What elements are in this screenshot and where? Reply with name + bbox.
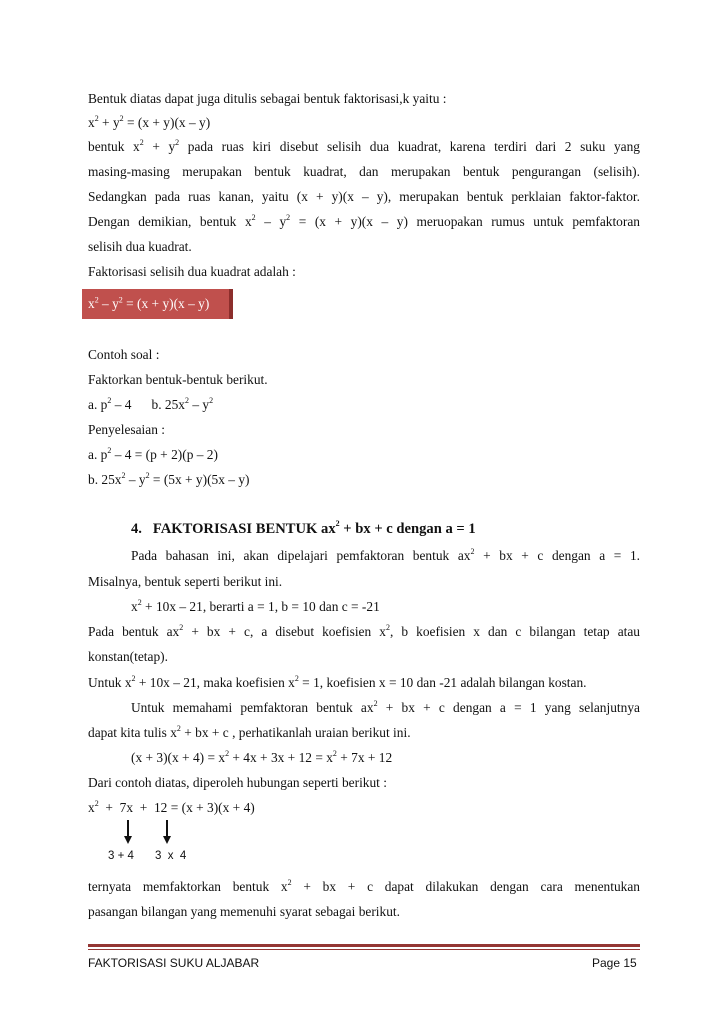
solution-title: Penyelesaian : bbox=[88, 422, 165, 437]
paragraph-line: Faktorisasi selisih dua kuadrat adalah : bbox=[88, 264, 296, 279]
paragraph-line: Dengan demikian, bentuk $x^2 - y^2 = (x + y)(x - y)$ meruopakan rumus untuk pemfaktoran bbox=[88, 212, 640, 229]
sum-label: 3 + 4 bbox=[108, 850, 134, 862]
product-label: 3 x 4 bbox=[155, 850, 187, 862]
paragraph-line: Pada bahasan ini, akan dipelajari pemfaktoran bentuk $ax^2$ + bx + c dengan a = 1. bbox=[131, 546, 640, 563]
formula-line: $x^2 + 7x + 12 = (x + 3)(x + 4)$ bbox=[88, 798, 255, 815]
page-number: Page 15 bbox=[592, 956, 637, 970]
paragraph-line: Pada bentuk $ax^2$ + bx + c, a disebut koefisien $x^2$, b koefisien x dan c bilangan tetap atau bbox=[88, 622, 640, 639]
solution-a: a. $p^2 - 4 = (p + 2)(p - 2)$ bbox=[88, 445, 218, 462]
section-heading: 4. FAKTORISASI BENTUK $ax^2$ + bx + c dengan a = 1 bbox=[131, 519, 476, 537]
example-instruction: Faktorkan bentuk-bentuk berikut. bbox=[88, 372, 268, 387]
footer-rule bbox=[88, 944, 640, 947]
paragraph-line: dapat kita tulis $x^2$ + bx + c , perhatikanlah uraian berikut ini. bbox=[88, 723, 411, 740]
paragraph-line: Sedangkan pada ruas kanan, yaitu (x + y)(x – y), merupakan bentuk perklaian faktor-faktor. bbox=[88, 189, 640, 204]
line-intro: Bentuk diatas dapat juga ditulis sebagai bentuk faktorisasi,k yaitu : bbox=[88, 91, 447, 106]
paragraph-line: Dari contoh diatas, diperoleh hubungan seperti berikut : bbox=[88, 775, 387, 790]
paragraph-line: masing-masing merupakan bentuk kuadrat, dan merupakan bentuk pengurangan (selisih). bbox=[88, 164, 640, 179]
footer-title: FAKTORISASI SUKU ALJABAR bbox=[88, 956, 260, 970]
highlight-box-edge bbox=[229, 289, 233, 319]
formula-line: $(x + 3)(x + 4) = x^2 + 4x + 3x + 12 = x^2 + 7x + 12$ bbox=[131, 748, 393, 765]
paragraph-line: bentuk $x^2 + y^2$ pada ruas kiri disebut selisih dua kuadrat, karena terdiri dari 2 suku yang bbox=[88, 137, 640, 154]
formula-line: $x^2 + y^2 = (x + y)(x - y)$ bbox=[88, 113, 211, 130]
paragraph-line: Untuk memahami pemfaktoran bentuk $ax^2$ + bx + c dengan a = 1 yang selanjutnya bbox=[131, 698, 640, 715]
example-items: a. $p^2 - 4$ b. $25x^2 - y^2$ bbox=[88, 395, 214, 412]
example-title: Contoh soal : bbox=[88, 347, 160, 362]
paragraph-line: Misalnya, bentuk seperti berikut ini. bbox=[88, 574, 283, 589]
footer-rule-thin bbox=[88, 949, 640, 950]
highlighted-formula: $x^2 - y^2 = (x + y)(x - y)$ bbox=[88, 295, 210, 311]
paragraph-line: pasangan bilangan yang memenuhi syarat sebagai berikut. bbox=[88, 904, 400, 919]
down-arrow-icon bbox=[124, 836, 132, 844]
paragraph-line: Untuk $x^2 + 10x - 21$, maka koefisien $x^2 = 1$, koefisien x = 10 dan -21 adalah bilangan kostan. bbox=[88, 673, 587, 690]
paragraph-line: konstan(tetap). bbox=[88, 649, 168, 664]
paragraph-line: ternyata memfaktorkan bentuk $x^2$ + bx + c dapat dilakukan dengan cara menentukan bbox=[88, 877, 640, 894]
down-arrow-icon bbox=[163, 836, 171, 844]
solution-b: b. $25x^2 - y^2 = (5x + y)(5x - y)$ bbox=[88, 470, 250, 487]
paragraph-line: selisih dua kuadrat. bbox=[88, 239, 192, 254]
formula-line: $x^2 + 10x - 21$, berarti a = 1, b = 10 dan c = -21 bbox=[131, 597, 380, 614]
